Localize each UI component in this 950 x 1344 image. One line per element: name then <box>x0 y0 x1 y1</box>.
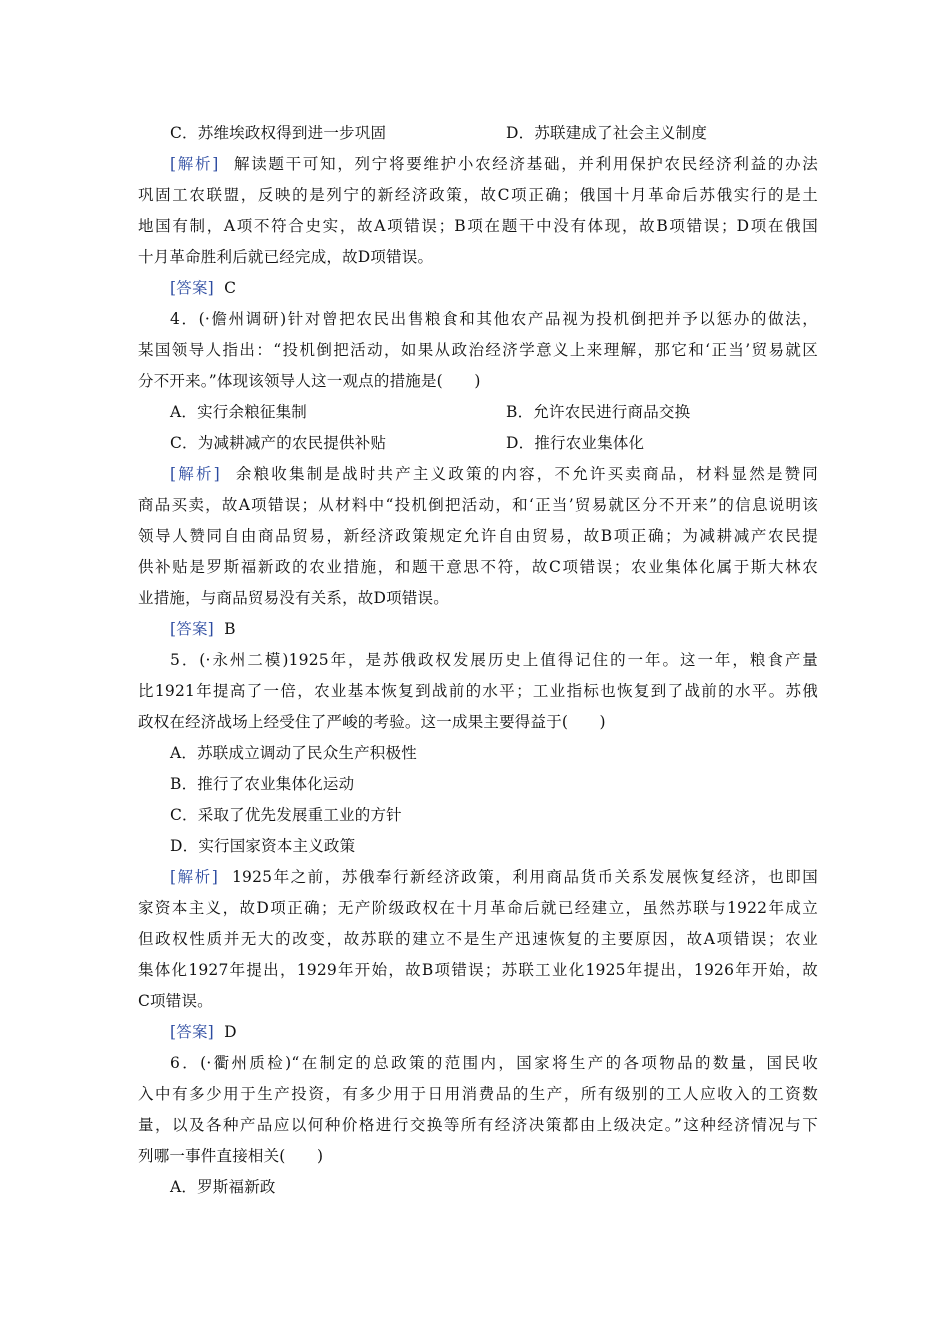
q4-options-cd <box>138 428 818 459</box>
answer-tag: [答案] <box>170 279 214 297</box>
q6-stem-line-3: 量，以及各种产品应以何种价格进行交换等所有经济决策都由上级决定。”这种经济情况与下 <box>138 1116 818 1134</box>
q3-analysis-line-1: [解析] 解读题干可知，列宁将要维护小农经济基础，并利用保护农民经济利益的办法 <box>170 155 818 173</box>
q3-analysis-line-3: 地国有制，A项不符合史实，故A项错误；B项在题干中没有体现，故B项错误；D项在俄国 <box>138 217 818 235</box>
q4-option-d: D．推行农业集体化 <box>506 434 645 452</box>
q5-option-b: B．推行了农业集体化运动 <box>170 775 355 793</box>
q5-answer <box>138 1017 818 1048</box>
q6-stem-line-2: 入中有多少用于生产投资，有多少用于日用消费品的生产，所有级别的工人应收入的工资数 <box>138 1085 818 1103</box>
q4-stem-line-3: 分不开来。”体现该领导人这一观点的措施是( ) <box>138 372 481 390</box>
q5-analysis-line-3: 但政权性质并无大的改变，故苏联的建立不是生产迅速恢复的主要原因，故A项错误；农业 <box>138 930 818 948</box>
answer-tag: [答案] <box>170 620 214 638</box>
q4-answer-value: B <box>224 620 236 638</box>
q5-analysis-line-4: 集体化1927年提出，1929年开始，故B项错误；苏联工业化1925年提出，1926年开始，故 <box>138 961 818 979</box>
q4-option-a: A．实行余粮征集制 <box>170 403 307 421</box>
answer-tag: [答案] <box>170 1023 214 1041</box>
q4-analysis-line-5: 业措施，与商品贸易没有关系，故D项错误。 <box>138 589 449 607</box>
q5-analysis-line-5: C项错误。 <box>138 992 213 1010</box>
analysis-tag: [解析] <box>170 465 220 483</box>
q3-analysis-line-2: 巩固工农联盟，反映的是列宁的新经济政策，故C项正确；俄国十月革命后苏俄实行的是土 <box>138 186 818 204</box>
q5-analysis-line-2: 家资本主义，故D项正确；无产阶级政权在十月革命后就已经建立，虽然苏联与1922年成立 <box>138 899 818 917</box>
q4-options-ab <box>138 397 818 428</box>
q5-analysis-line-1: [解析] 1925年之前，苏俄奉行新经济政策，利用商品货币关系发展恢复经济，也即国 <box>170 868 818 886</box>
document-page <box>138 118 818 1203</box>
q3-analysis-line-4: 十月革命胜利后就已经完成，故D项错误。 <box>138 248 434 266</box>
q5-option-d: D．实行国家资本主义政策 <box>170 837 356 855</box>
q5-stem-line-2: 比1921年提高了一倍，农业基本恢复到战前的水平；工业指标也恢复到了战前的水平。苏俄 <box>138 682 818 700</box>
q6-stem-line-4: 列哪一事件直接相关( ) <box>138 1147 324 1165</box>
q5-stem-line-3: 政权在经济战场上经受住了严峻的考验。这一成果主要得益于( ) <box>138 713 606 731</box>
q4-analysis-line-2: 商品买卖，故A项错误；从材料中“投机倒把活动，和‘正当’贸易就区分不开来”的信息说明该 <box>138 496 818 514</box>
q4-analysis-line-1: [解析] 余粮收集制是战时共产主义政策的内容，不允许买卖商品，材料显然是赞同 <box>170 465 818 483</box>
q5-option-c: C．采取了优先发展重工业的方针 <box>170 806 402 824</box>
q6-option-a: A．罗斯福新政 <box>170 1178 276 1196</box>
analysis-tag: [解析] <box>170 155 219 173</box>
q4-analysis-line-3: 领导人赞同自由商品贸易，新经济政策规定允许自由贸易，故B项正确；为减耕减产农民提 <box>138 527 818 545</box>
q5-answer-value: D <box>224 1023 237 1041</box>
q3-option-c: C．苏维埃政权得到进一步巩固 <box>170 124 387 142</box>
q4-answer <box>138 614 818 645</box>
q4-analysis-line-4: 供补贴是罗斯福新政的农业措施，和题干意思不符，故C项错误；农业集体化属于斯大林农 <box>138 558 818 576</box>
q3-options-cd <box>138 118 818 149</box>
q6-stem-line-1: 6．(·衢州质检)“在制定的总政策的范围内，国家将生产的各项物品的数量，国民收 <box>170 1054 818 1072</box>
q4-option-c: C．为减耕减产的农民提供补贴 <box>170 434 387 452</box>
q3-option-d: D．苏联建成了社会主义制度 <box>506 124 708 142</box>
q5-stem-line-1: 5．(·永州二模)1925年，是苏俄政权发展历史上值得记住的一年。这一年，粮食产量 <box>170 651 818 669</box>
q5-option-a: A．苏联成立调动了民众生产积极性 <box>170 744 417 762</box>
q3-answer <box>138 273 818 304</box>
q4-option-b: B．允许农民进行商品交换 <box>506 403 691 421</box>
q3-answer-value: C <box>224 279 237 297</box>
q4-stem-line-2: 某国领导人指出：“投机倒把活动，如果从政治经济学意义上来理解，那它和‘正当’贸易就区 <box>138 341 818 359</box>
analysis-tag: [解析] <box>170 868 218 886</box>
q4-stem-line-1: 4．(·儋州调研)针对曾把农民出售粮食和其他农产品视为投机倒把并予以惩办的做法， <box>170 310 818 328</box>
